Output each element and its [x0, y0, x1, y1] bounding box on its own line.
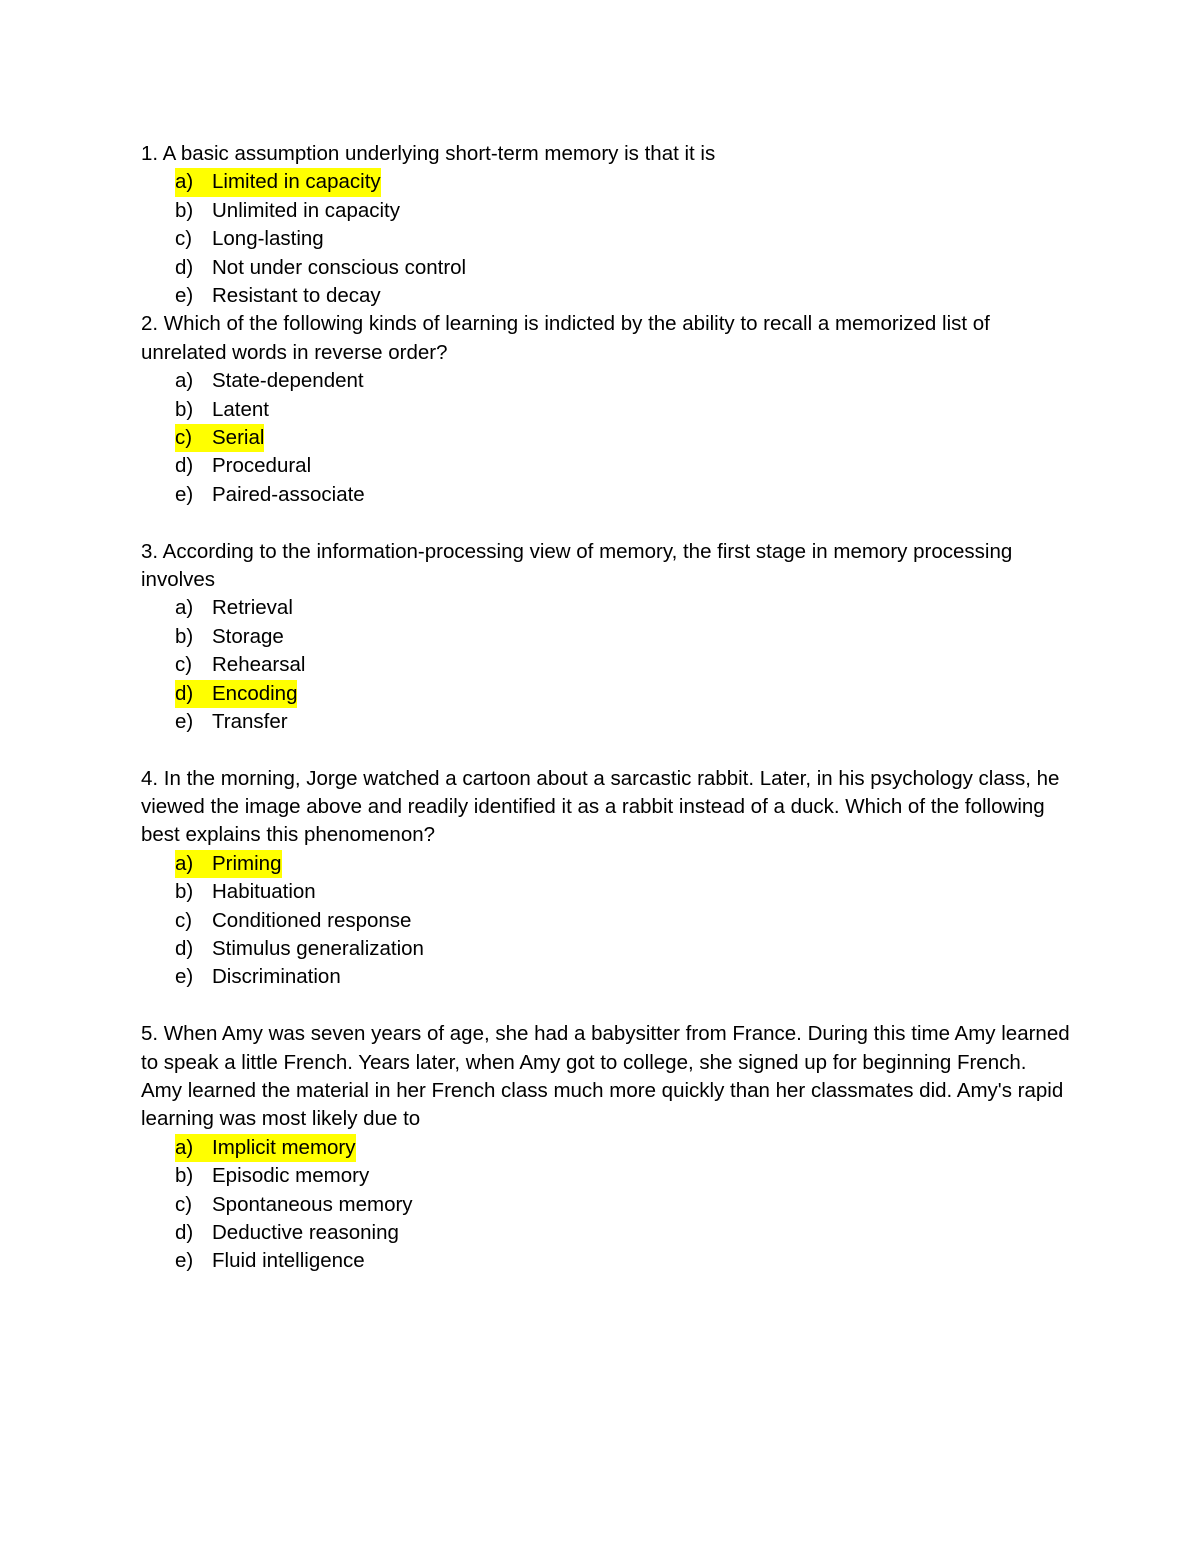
answer-options: [141, 367, 1071, 509]
option-letter: c): [175, 425, 193, 449]
answer-option: [141, 1191, 1071, 1219]
option-text: State-dependent: [212, 369, 364, 393]
answer-option: [141, 651, 1071, 679]
option-text: Episodic memory: [212, 1164, 370, 1188]
answer-option: [141, 850, 1071, 878]
option-letter: a): [175, 851, 194, 875]
answer-options: [141, 168, 1071, 310]
option-letter: b): [175, 198, 194, 222]
option-letter: b): [175, 624, 194, 648]
answer-option: [141, 1247, 1071, 1275]
option-letter: e): [175, 965, 194, 989]
question-text: 3. According to the information-processing view of memory, the first stage in memory processing involves: [141, 539, 1013, 591]
option-letter: c): [175, 653, 193, 677]
question-text: 2. Which of the following kinds of learning is indicted by the ability to recall a memorized list of unrelated words in reverse order?: [141, 312, 990, 364]
answer-option: [141, 623, 1071, 651]
answer-option: [141, 963, 1071, 991]
option-text: Habituation: [212, 880, 316, 904]
option-text: Serial: [212, 425, 265, 449]
question-4: [141, 765, 1071, 992]
answer-option: [141, 452, 1071, 480]
option-text: Storage: [212, 624, 284, 648]
option-text: Spontaneous memory: [212, 1192, 413, 1216]
answer-option: [141, 878, 1071, 906]
option-text: Conditioned response: [212, 908, 412, 932]
answer-option: [141, 225, 1071, 253]
option-text: Paired-associate: [212, 482, 365, 506]
answer-option: [141, 424, 1071, 452]
option-text: Rehearsal: [212, 653, 306, 677]
option-letter: a): [175, 1135, 194, 1159]
answer-options: [141, 1134, 1071, 1276]
answer-option: [141, 935, 1071, 963]
answer-option: [141, 708, 1071, 736]
option-letter: d): [175, 937, 194, 961]
option-letter: e): [175, 709, 194, 733]
option-text: Stimulus generalization: [212, 937, 424, 961]
question-3: [141, 538, 1071, 737]
option-text: Limited in capacity: [212, 170, 381, 194]
option-letter: b): [175, 1164, 194, 1188]
option-letter: e): [175, 283, 194, 307]
answer-option: [141, 168, 1071, 196]
answer-option: [141, 396, 1071, 424]
question-text: 4. In the morning, Jorge watched a cartoon about a sarcastic rabbit. Later, in his psychology class, he viewed the image above and readily identified it as a rabbit instead of a duck. Which of the following best explains this phenomenon?: [141, 766, 1060, 847]
question-1: [141, 140, 1071, 310]
option-text: Unlimited in capacity: [212, 198, 400, 222]
option-text: Transfer: [212, 709, 288, 733]
quiz-content: [141, 140, 1071, 1276]
answer-option: [141, 254, 1071, 282]
answer-option: [141, 282, 1071, 310]
blank-line: [141, 992, 1071, 1020]
option-letter: a): [175, 369, 194, 393]
question-text: 1. A basic assumption underlying short-term memory is that it is: [141, 142, 716, 165]
question-5: [141, 1020, 1071, 1276]
answer-options: [141, 594, 1071, 736]
option-text: Discrimination: [212, 965, 341, 989]
option-letter: a): [175, 596, 194, 620]
option-text: Resistant to decay: [212, 283, 381, 307]
option-text: Not under conscious control: [212, 255, 467, 279]
option-letter: b): [175, 397, 194, 421]
option-text: Latent: [212, 397, 269, 421]
option-letter: b): [175, 880, 194, 904]
option-letter: d): [175, 681, 194, 705]
option-text: Fluid intelligence: [212, 1249, 365, 1273]
option-text: Implicit memory: [212, 1135, 356, 1159]
option-letter: c): [175, 227, 193, 251]
option-letter: e): [175, 1249, 194, 1273]
option-letter: d): [175, 1221, 194, 1245]
option-text: Procedural: [212, 454, 312, 478]
blank-line: [141, 509, 1071, 537]
option-letter: c): [175, 1192, 193, 1216]
option-text: Long-lasting: [212, 227, 324, 251]
option-text: Deductive reasoning: [212, 1221, 399, 1245]
question-2: [141, 310, 1071, 509]
answer-option: [141, 907, 1071, 935]
option-letter: e): [175, 482, 194, 506]
question-text: 5. When Amy was seven years of age, she had a babysitter from France. During this time Amy learned to speak a little French. Years later, when Amy got to college, she signed up for beginning French. Amy learned the material in her French class much more quickly than her classmates did. Amy's rapid learning was most likely due to: [141, 1022, 1070, 1131]
option-text: Encoding: [212, 681, 298, 705]
option-letter: a): [175, 170, 194, 194]
answer-option: [141, 481, 1071, 509]
answer-options: [141, 850, 1071, 992]
option-text: Retrieval: [212, 596, 293, 620]
answer-option: [141, 594, 1071, 622]
answer-option: [141, 1219, 1071, 1247]
answer-option: [141, 1162, 1071, 1190]
option-letter: d): [175, 255, 194, 279]
answer-option: [141, 680, 1071, 708]
option-letter: c): [175, 908, 193, 932]
option-letter: d): [175, 454, 194, 478]
answer-option: [141, 1134, 1071, 1162]
option-text: Priming: [212, 851, 282, 875]
answer-option: [141, 367, 1071, 395]
answer-option: [141, 197, 1071, 225]
blank-line: [141, 736, 1071, 764]
